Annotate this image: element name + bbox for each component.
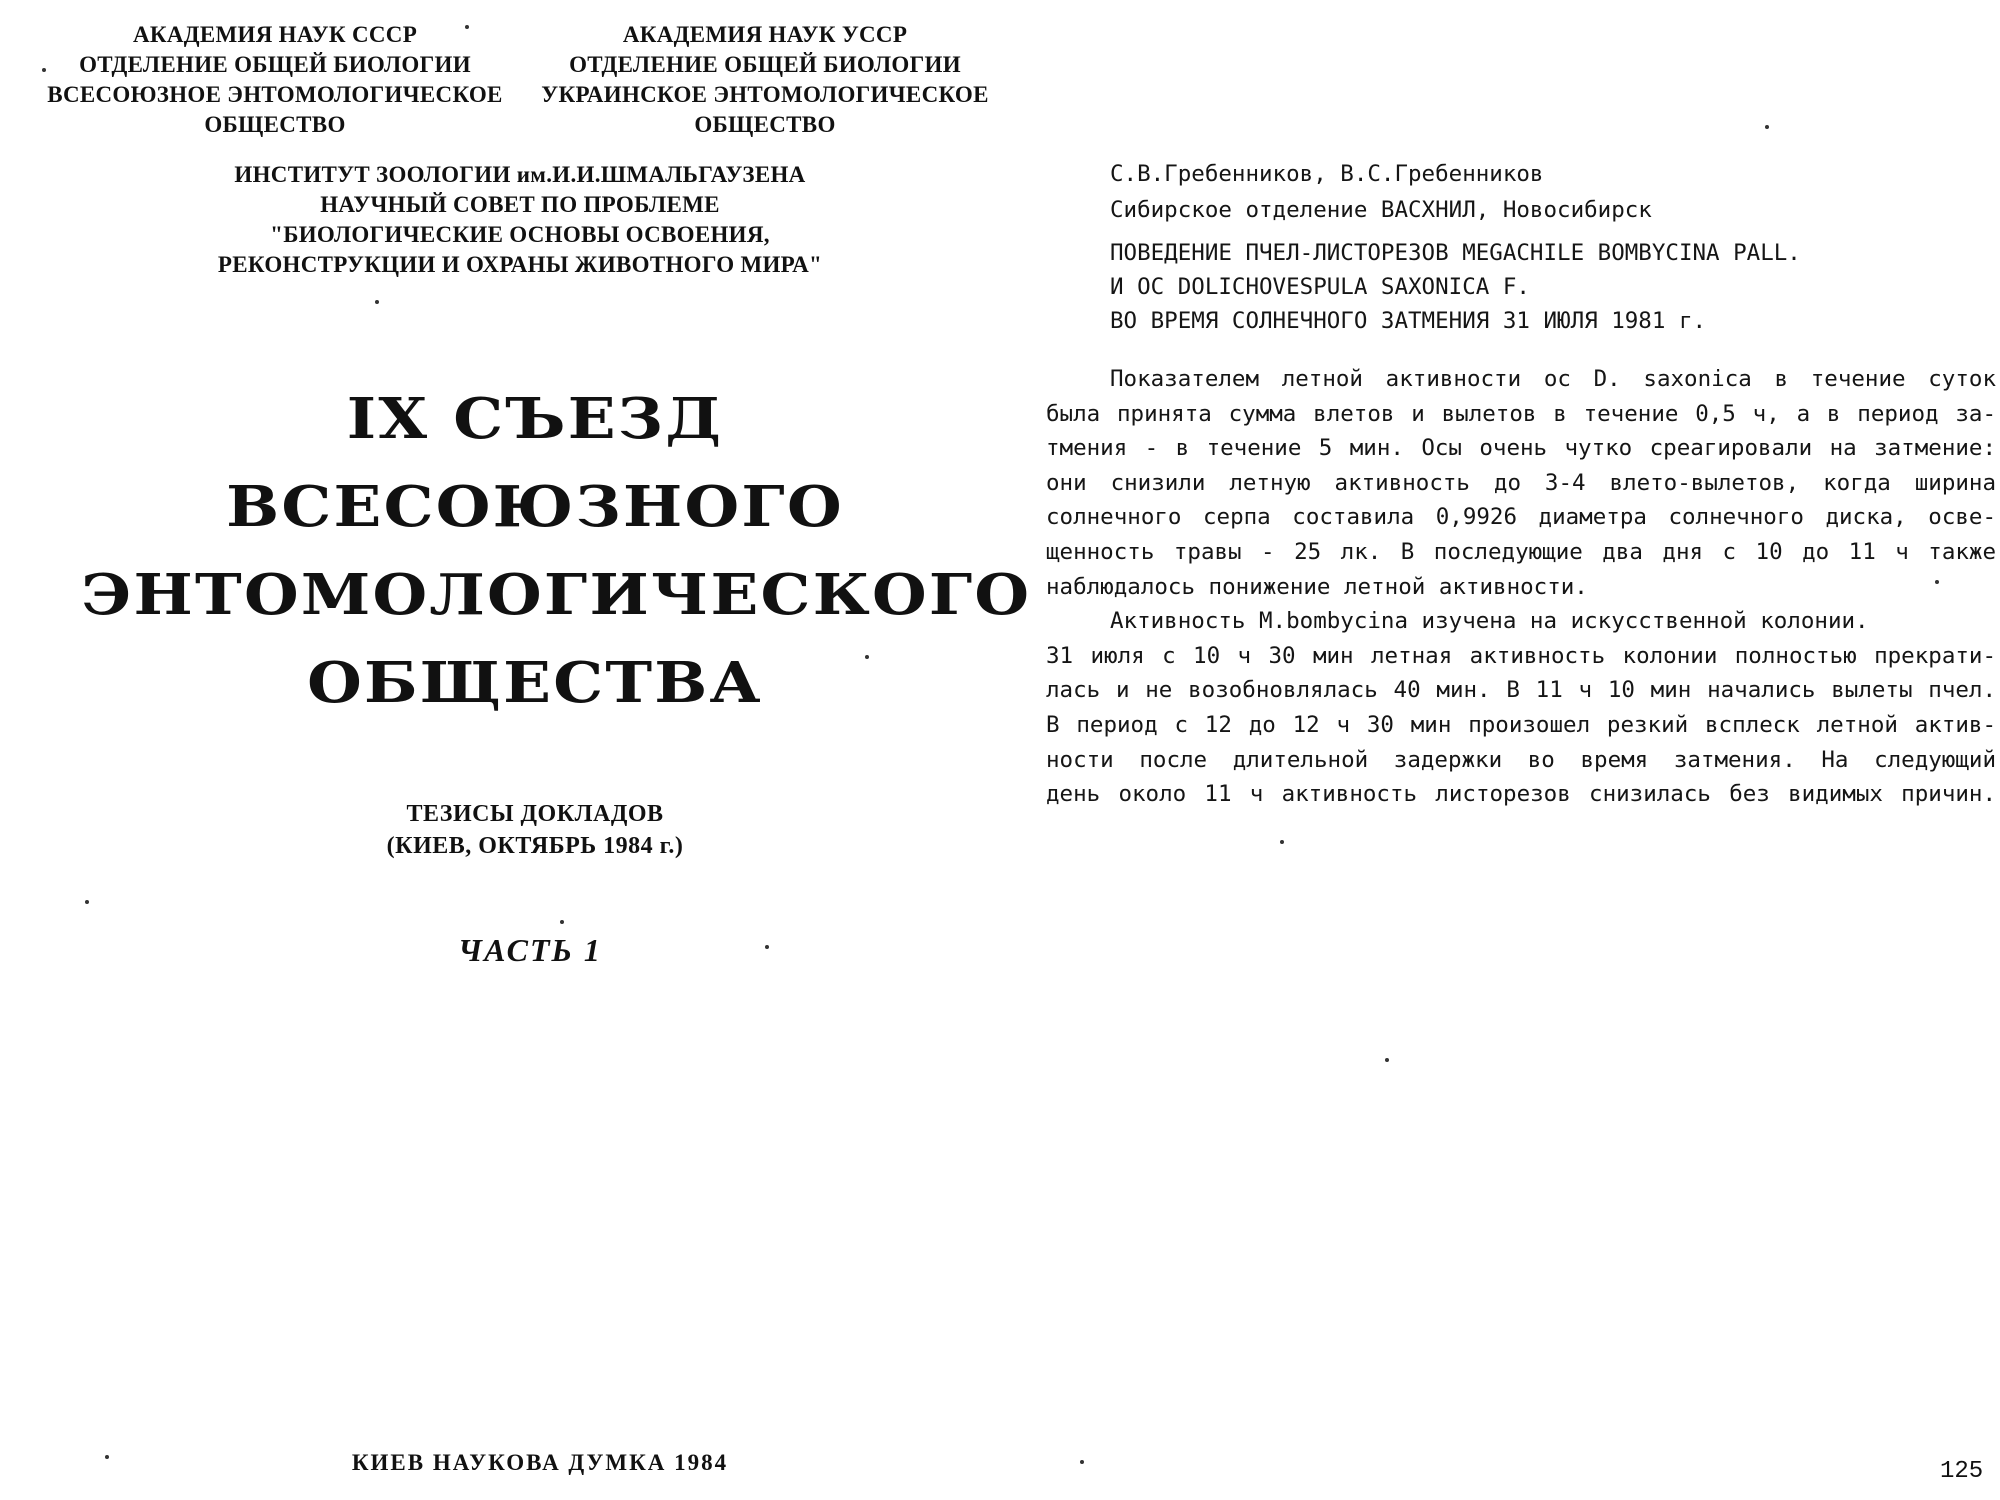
article-title [1110, 236, 1970, 338]
scan-speck [42, 68, 46, 72]
scan-speck [1935, 580, 1939, 584]
body-line: была принята сумма влетов и вылетов в течение 0,5 ч, а в период за- [1046, 400, 1996, 427]
article-title-line: И ОС DOLICHOVESPULA SAXONICA F. [1110, 274, 1530, 300]
place-date: (КИЕВ, ОКТЯБРЬ 1984 г.) [386, 833, 684, 859]
scan-speck [865, 655, 869, 659]
scan-speck [560, 920, 564, 924]
scan-speck [105, 1455, 109, 1459]
title-line: IX СЪЕЗД [346, 386, 724, 452]
right-page [1010, 0, 2000, 1500]
organization-left [30, 20, 520, 140]
subtitle-block [230, 798, 840, 862]
org-right-line: ОБЩЕСТВО [694, 112, 836, 137]
body-line: солнечного серпа составила 0,9926 диаметра солнечного диска, осве- [1046, 504, 1996, 531]
org-left-line: ОБЩЕСТВО [204, 112, 346, 137]
article-title-line: ВО ВРЕМЯ СОЛНЕЧНОГО ЗАТМЕНИЯ 31 ИЮЛЯ 1981 г. [1110, 308, 1707, 334]
institute-line: НАУЧНЫЙ СОВЕТ ПО ПРОБЛЕМЕ [320, 192, 720, 217]
scan-speck [1385, 1058, 1389, 1062]
org-right-line: ОТДЕЛЕНИЕ ОБЩЕЙ БИОЛОГИИ [569, 52, 961, 77]
scan-speck [1765, 125, 1769, 129]
article-title-line: ПОВЕДЕНИЕ ПЧЕЛ-ЛИСТОРЕЗОВ MEGACHILE BOMBYCINA PALL. [1110, 240, 1801, 266]
body-line: щенность травы - 25 лк. В последующие два дня с 10 до 11 ч также [1046, 538, 1996, 565]
institute-line: ИНСТИТУТ ЗООЛОГИИ им.И.И.ШМАЛЬГАУЗЕНА [234, 162, 806, 187]
scan-speck [765, 945, 769, 949]
scan-speck [1280, 840, 1284, 844]
scan-speck [1080, 1460, 1084, 1464]
page-number: 125 [1940, 1458, 1984, 1485]
scan-speck [465, 25, 469, 29]
article-body [1046, 362, 1996, 812]
title-line: ВСЕСОЮЗНОГО [226, 474, 844, 540]
title-line: ЭНТОМОЛОГИЧЕСКОГО [81, 562, 1032, 628]
subtitle-heading: ТЕЗИСЫ ДОКЛАДОВ [406, 801, 664, 827]
part-label: ЧАСТЬ 1 [458, 932, 602, 968]
org-left-line: АКАДЕМИЯ НАУК СССР [132, 22, 418, 47]
body-line: Показателем летной активности ос D. saxonica в течение суток [1110, 366, 1996, 392]
org-right-line: УКРАИНСКОЕ ЭНТОМОЛОГИЧЕСКОЕ [541, 82, 989, 107]
org-left-line: ВСЕСОЮЗНОЕ ЭНТОМОЛОГИЧЕСКОЕ [47, 82, 503, 107]
body-line: они снизили летную активность до 3-4 влето-вылетов, когда ширина [1046, 469, 1996, 496]
org-right-line: АКАДЕМИЯ НАУК УССР [622, 22, 908, 47]
institute-block [120, 160, 920, 280]
scan-speck [85, 900, 89, 904]
body-line: наблюдалось понижение летной активности. [1046, 573, 1588, 600]
title-line: ОБЩЕСТВА [307, 650, 763, 716]
body-line: В период с 12 до 12 ч 30 мин произошел резкий всплеск летной актив- [1046, 711, 1996, 738]
body-line: лась и не возобновлялась 40 мин. В 11 ч 10 мин начались вылеты пчел. [1046, 677, 1996, 704]
authors: С.В.Гребенников, В.С.Гребенников [1110, 161, 1544, 187]
body-line: тмения - в течение 5 мин. Осы очень чутко среагировали на затмение: [1046, 435, 1996, 462]
imprint: КИЕВ НАУКОВА ДУМКА 1984 [351, 1450, 729, 1475]
body-line: ности после длительной задержки во время затмения. На следующий [1046, 746, 1996, 773]
congress-title [81, 375, 1032, 727]
org-left-line: ОТДЕЛЕНИЕ ОБЩЕЙ БИОЛОГИИ [79, 52, 471, 77]
organization-right [515, 20, 1015, 140]
institute-line: РЕКОНСТРУКЦИИ И ОХРАНЫ ЖИВОТНОГО МИРА" [217, 252, 823, 277]
body-line: день около 11 ч активность листорезов снизилась без видимых причин. [1046, 781, 1996, 808]
body-line: 31 июля с 10 ч 30 мин летная активность колонии полностью прекрати- [1046, 642, 1996, 669]
author-block [1110, 156, 1970, 228]
body-line: Активность M.bombycina изучена на искусственной колонии. [1110, 608, 1869, 635]
institute-line: "БИОЛОГИЧЕСКИЕ ОСНОВЫ ОСВОЕНИЯ, [270, 222, 770, 247]
scan-speck [375, 300, 379, 304]
affiliation: Сибирское отделение ВАСХНИЛ, Новосибирск [1110, 197, 1652, 223]
